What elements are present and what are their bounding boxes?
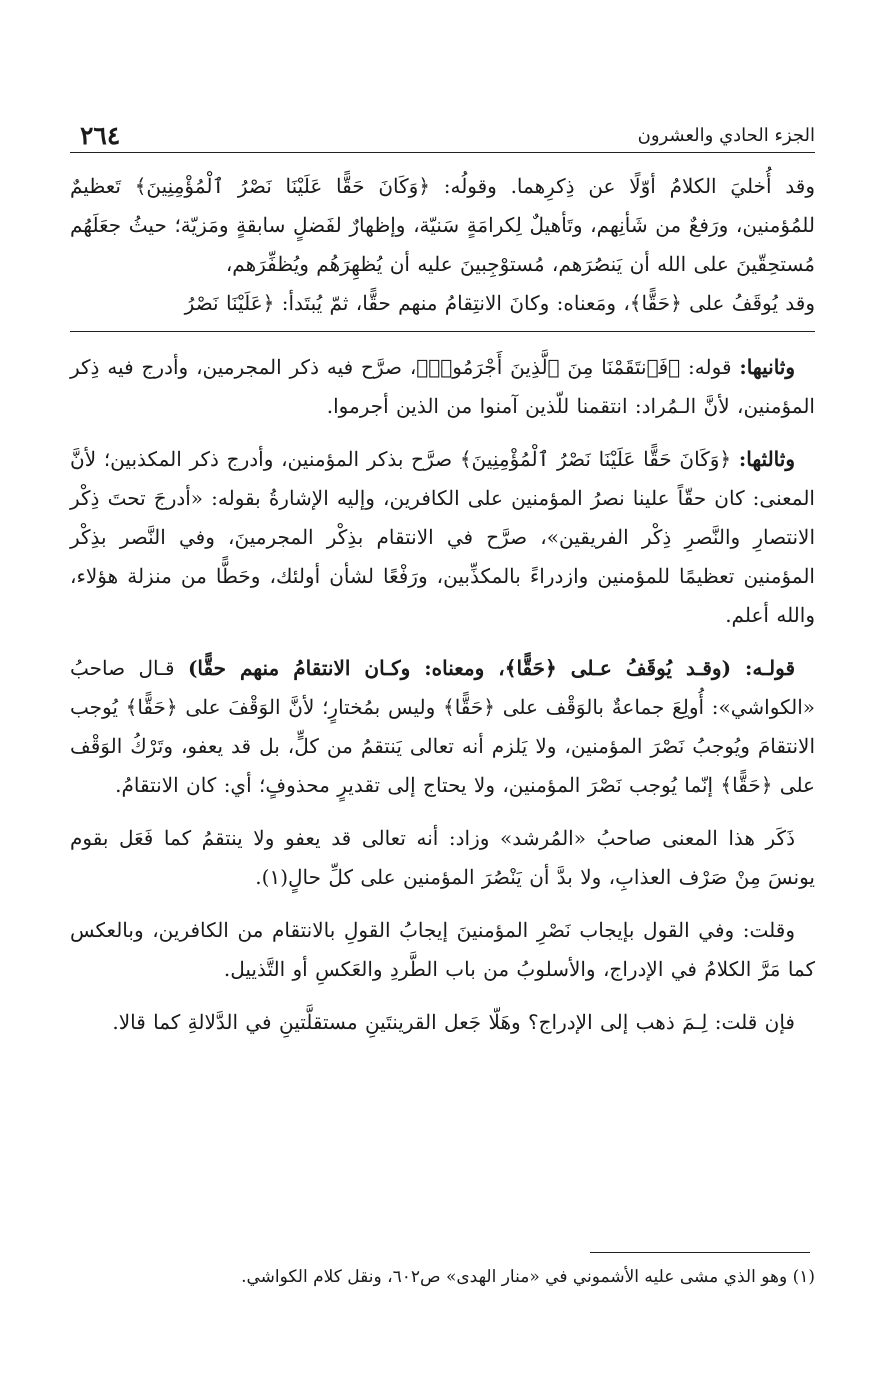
- upper-paragraph: وقد أُخليَ الكلامُ أوّلًا عن ذِكرِهما. وقولُه: ﴿وَكَانَ حَقًّا عَلَيْنَا نَصْرُ ٱلْمُؤْمِنِينَ﴾ تَعظيمٌ للمُؤمنين، ورَفعٌ من شَأنِهم، وتَأهيلٌ لِكرامَةٍ سَنيّة، وإظهارٌ لفَضلٍ سابقةٍ ومَزيّة؛ حيثُ جعَلَهُم مُستحِقّينَ على الله أن يَنصُرَهم، مُستوْجِبينَ عليه أن يُظهِرَهُم ويُظفِّرَهم،: [70, 174, 815, 276]
- running-title: الجزء الحادي والعشرون: [637, 124, 815, 146]
- paragraph-third: [70, 440, 815, 635]
- footnote-separator: [590, 1252, 810, 1253]
- upper-section: [70, 167, 815, 332]
- paragraph-commentary: [70, 649, 815, 805]
- paragraph-text: وقلت: وفي القول بإيجاب نَصْرِ المؤمنينَ إيجابُ القولِ بالانتقام من الكافرين، وبالعكس كما مَرَّ الكلامُ في الإدراج، والأسلوبُ من باب الطَّردِ والعَكسِ أو التَّذييل.: [70, 918, 815, 981]
- paragraph-author-note: [70, 911, 815, 989]
- paragraph-text: قوله: ﴿فَٱنتَقَمْنَا مِنَ ٱلَّذِينَ أَجْرَمُوا۟﴾، صرَّح فيه ذكر المجرمين، وأدرج فيه ذِكر المؤمنين، لأنَّ الـمُراد: انتقمنا للّذين آمنوا من الذين أجرموا.: [70, 355, 815, 418]
- paragraph-lead: وثانيها:: [739, 355, 796, 379]
- paragraph-text: ﴿وَكَانَ حَقًّا عَلَيْنَا نَصْرُ ٱلْمُؤْمِنِينَ﴾ صرَّح بذكر المؤمنين، وأدرج ذكر المكذبين؛ لأنَّ المعنى: كان حقّاً علينا نصرُ المؤمنين على الكافرين، وإليه الإشارةُ بقوله: «أدرجَ تحتَ ذِكْر الانتصارِ والنَّصرِ ذِكْر الفريقين»، صرَّح في الانتقام بذِكْر المجرمينَ، وفي النَّصر بذِكْر المؤمنين تعظيمًا للمؤمنين وازدراءً بالمكذِّبين، ورَفْعًا لشأن أولئك، وحَطًّا من منزلة هؤلاء، والله أعلم.: [70, 447, 816, 627]
- page-header: [70, 118, 815, 153]
- page-body: [70, 118, 815, 1042]
- upper-last-line: وقد يُوقَفُ على ﴿حَقًّا﴾، ومَعناه: وكانَ الانتِقامُ منهم حقًّا، ثمّ يُبتَدأ: ﴿عَلَيْنَا نَصْرُ: [184, 291, 815, 315]
- paragraph-text: ذَكَر هذا المعنى صاحبُ «المُرشد» وزاد: أنه تعالى قد يعفو ولا ينتقمُ كما فَعَل بقوم يونسَ مِنْ صَرْف العذابِ، ولا بدَّ أن يَنْصُرَ المؤمنين على كلِّ حالٍ(١).: [70, 826, 815, 889]
- paragraph-question: [70, 1003, 815, 1042]
- paragraph-murshid: [70, 819, 815, 897]
- footnote: (١) وهو الذي مشى عليه الأشموني في «منار الهدى» ص٦٠٢، ونقل كلام الكواشي.: [241, 1267, 815, 1287]
- paragraph-second: [70, 348, 815, 426]
- paragraph-lead: قولـه: (وقـد يُوقَفُ عـلى ﴿حَقًّا﴾، ومعناه: وكـان الانتقامُ منهم حقًّا): [187, 656, 796, 680]
- paragraph-text: قـال صاحبُ «الكواشي»: أُولِعَ جماعةٌ بالوَقْف على ﴿حَقًّا﴾ وليس بمُختارٍ؛ لأنَّ الوَقْفَ على ﴿حَقًّا﴾ يُوجب الانتقامَ ويُوجبُ نَصْرَ المؤمنين، ولا يَلزم أنه تعالى يَنتقمُ من كلٍّ، بل قد يعفو، وتَرْكُ الوَقْف على ﴿حَقًّا﴾ إنّما يُوجب نَصْرَ المؤمنين، ولا يحتاج إلى تقديرٍ محذوفٍ؛ أي: كان الانتقامُ.: [70, 656, 815, 797]
- paragraph-lead: وثالثها:: [738, 447, 795, 471]
- page-number: ٢٦٤: [80, 120, 121, 150]
- paragraph-text: فإن قلت: لِـمَ ذهب إلى الإدراج؟ وهَلّا جَعل القرينتَينِ مستقلَّتينِ في الدَّلالةِ كما قالا.: [112, 1010, 795, 1034]
